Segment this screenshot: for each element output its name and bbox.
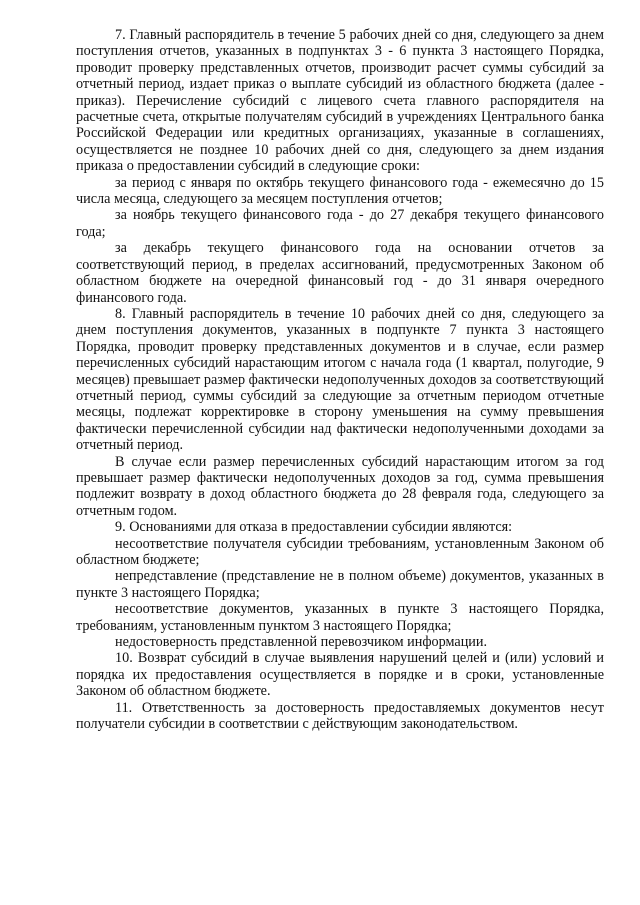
document-page [76,27,604,732]
paragraph-8: 8. Главный распорядитель в течение 10 рабочих дней со дня, следующего за днем поступления документов, указанных в подпункте 7 пункта 3 настоящего Порядка, проводит проверку представленных документов и в случае, если размер перечисленных субсидий нарастающим итогом с начала года (1 квартал, полугодие, 9 месяцев) превышает размер фактически недополученных доходов за соответствующий отчетный период, суммы субсидий за следующие за отчетным периодом отчетные месяцы, подлежат корректировке в сторону уменьшения на сумму превышения фактически перечисленной субсидии над фактически недополученными доходами за отчетный период. [76,305,604,454]
paragraph-9-ground-1: несоответствие получателя субсидии требованиям, установленным Законом об областном бюджете; [76,535,604,568]
paragraph-10: 10. Возврат субсидий в случае выявления нарушений целей и (или) условий и порядка их предоставления осуществляется в порядке и в сроки, установленные Законом об областном бюджете. [76,650,604,700]
paragraph-7-term-dec: за декабрь текущего финансового года на основании отчетов за соответствующий период, в пределах ассигнований, предусмотренных Законом об областном бюджете на очередной финансовый год - до 31 января очередного финансового года. [76,240,604,306]
paragraph-9-ground-3: несоответствие документов, указанных в пункте 3 настоящего Порядка, требованиям, установленным пунктом 3 настоящего Порядка; [76,601,604,634]
paragraph-8-excess-return: В случае если размер перечисленных субсидий нарастающим итогом за год превышает размер фактически недополученных доходов за год, сумма превышения подлежит возврату в доход областного бюджета до 28 февраля года, следующего за отчетным годом. [76,453,604,519]
paragraph-9: 9. Основаниями для отказа в предоставлении субсидии являются: [115,519,513,536]
paragraph-11: 11. Ответственность за достоверность предоставляемых документов несут получатели субсидии в соответствии с действующим законодательством. [76,699,604,733]
paragraph-7-term-nov: за ноябрь текущего финансового года - до 27 декабря текущего финансового года; [76,207,604,240]
paragraph-7-term-jan-oct: за период с января по октябрь текущего финансового года - ежемесячно до 15 числа месяца, следующего за месяцем поступления отчетов; [76,174,604,208]
paragraph-7: 7. Главный распорядитель в течение 5 рабочих дней со дня, следующего за днем поступления отчетов, указанных в подпунктах 3 - 6 пункта 3 настоящего Порядка, проводит проверку представленных отчетов, производит расчет суммы субсидий за отчетный период, издает приказ о выплате субсидий из областного бюджета (далее - приказ). Перечисление субсидий с лицевого счета главного распорядителя на расчетные счета, открытые получателям субсидий в учреждениях Центрального банка Российской Федерации или кредитных организациях, указанные в соглашениях, осуществляется не позднее 10 рабочих дней со дня, следующего за днем издания приказа о предоставлении субсидий в следующие сроки: [76,27,604,175]
paragraph-9-ground-4: недостоверность представленной перевозчиком информации. [115,634,488,651]
paragraph-9-ground-2: непредставление (представление не в полном объеме) документов, указанных в пункте 3 настоящего Порядка; [76,568,604,601]
